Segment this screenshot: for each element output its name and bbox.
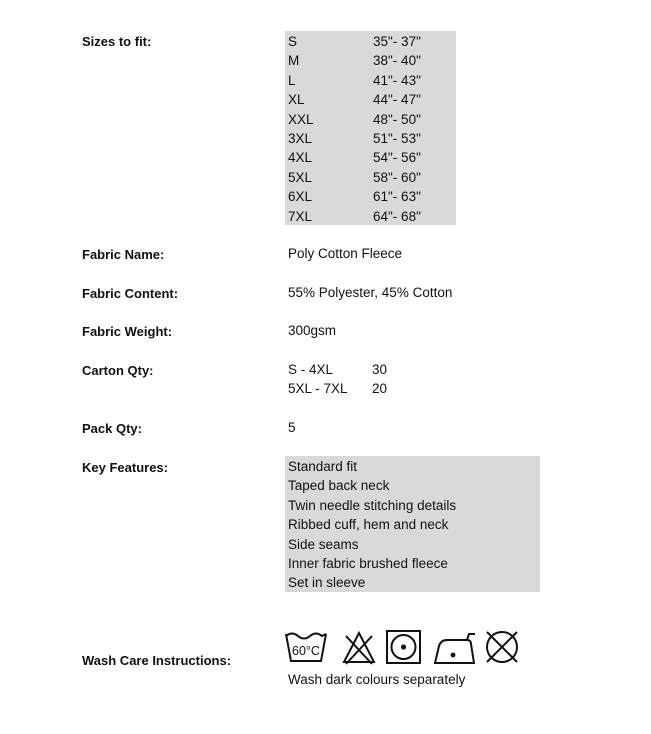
do-not-dry-clean-icon xyxy=(483,628,521,666)
pack-qty-value: 5 xyxy=(288,420,296,435)
feature-item: Side seams xyxy=(288,536,359,552)
fabric-name-label: Fabric Name: xyxy=(82,247,165,262)
size-row-xxl xyxy=(288,110,421,129)
fabric-content-value: 55% Polyester, 45% Cotton xyxy=(288,285,453,300)
carton-range: S - 4XL xyxy=(288,362,334,377)
key-features-label: Key Features: xyxy=(82,460,168,475)
wash-care-label: Wash Care Instructions: xyxy=(82,653,232,668)
size-row-5xl xyxy=(288,168,421,187)
wash-note: Wash dark colours separately xyxy=(288,672,466,687)
size-chest: 58"- 60" xyxy=(373,169,421,185)
size-name: 4XL xyxy=(288,150,313,166)
carton-row xyxy=(288,360,388,379)
size-row-4xl xyxy=(288,148,421,167)
feature-item: Twin needle stitching details xyxy=(288,497,457,513)
size-chest: 51"- 53" xyxy=(373,130,421,146)
size-name: L xyxy=(288,72,296,88)
size-name: 3XL xyxy=(288,130,313,146)
feature-item: Standard fit xyxy=(288,459,358,474)
size-name: 5XL xyxy=(288,169,313,185)
size-row-3xl xyxy=(288,129,421,148)
tumble-dry-icon xyxy=(385,628,423,666)
size-row-7xl xyxy=(288,207,421,226)
size-chest: 41"- 43" xyxy=(373,72,421,88)
fabric-name-value: Poly Cotton Fleece xyxy=(288,246,403,261)
sizes-label: Sizes to fit: xyxy=(82,34,152,49)
carton-qty-label: Carton Qty: xyxy=(82,363,154,378)
size-row-s xyxy=(288,32,421,51)
wash-care-icons xyxy=(283,628,523,668)
size-name: M xyxy=(288,53,300,69)
fabric-weight-label: Fabric Weight: xyxy=(82,324,173,339)
carton-qty: 30 xyxy=(372,362,388,377)
size-row-l xyxy=(288,71,421,90)
size-name: XL xyxy=(288,92,305,108)
size-name: 7XL xyxy=(288,208,313,224)
wash-60-icon xyxy=(283,628,329,666)
pack-qty-label: Pack Qty: xyxy=(82,421,142,436)
fabric-content-label: Fabric Content: xyxy=(82,286,179,301)
do-not-bleach-icon xyxy=(341,628,377,666)
size-name: 6XL xyxy=(288,189,313,205)
size-chest: 64"- 68" xyxy=(373,208,421,224)
size-row-6xl xyxy=(288,187,421,206)
size-row-xl xyxy=(288,90,421,109)
feature-item: Inner fabric brushed fleece xyxy=(288,555,448,571)
size-row-m xyxy=(288,51,421,70)
iron-medium-icon xyxy=(433,628,477,666)
feature-item: Ribbed cuff, hem and neck xyxy=(288,517,449,533)
size-chest: 35"- 37" xyxy=(373,34,421,49)
wash-temperature: 60°C xyxy=(292,644,320,658)
carton-row xyxy=(288,379,388,398)
size-chest: 48"- 50" xyxy=(373,111,421,127)
size-chest: 38"- 40" xyxy=(373,53,421,69)
carton-qty: 20 xyxy=(372,381,388,397)
carton-range: 5XL - 7XL xyxy=(288,381,348,397)
carton-qty-table xyxy=(288,360,388,399)
feature-item: Taped back neck xyxy=(288,478,390,494)
sizes-table xyxy=(288,32,421,226)
size-name: XXL xyxy=(288,111,314,127)
size-chest: 44"- 47" xyxy=(373,92,421,108)
key-features-list xyxy=(288,457,456,593)
size-chest: 54"- 56" xyxy=(373,150,421,166)
feature-item: Set in sleeve xyxy=(288,575,366,591)
size-name: S xyxy=(288,34,298,49)
fabric-weight-value: 300gsm xyxy=(288,323,337,338)
size-chest: 61"- 63" xyxy=(373,189,421,205)
